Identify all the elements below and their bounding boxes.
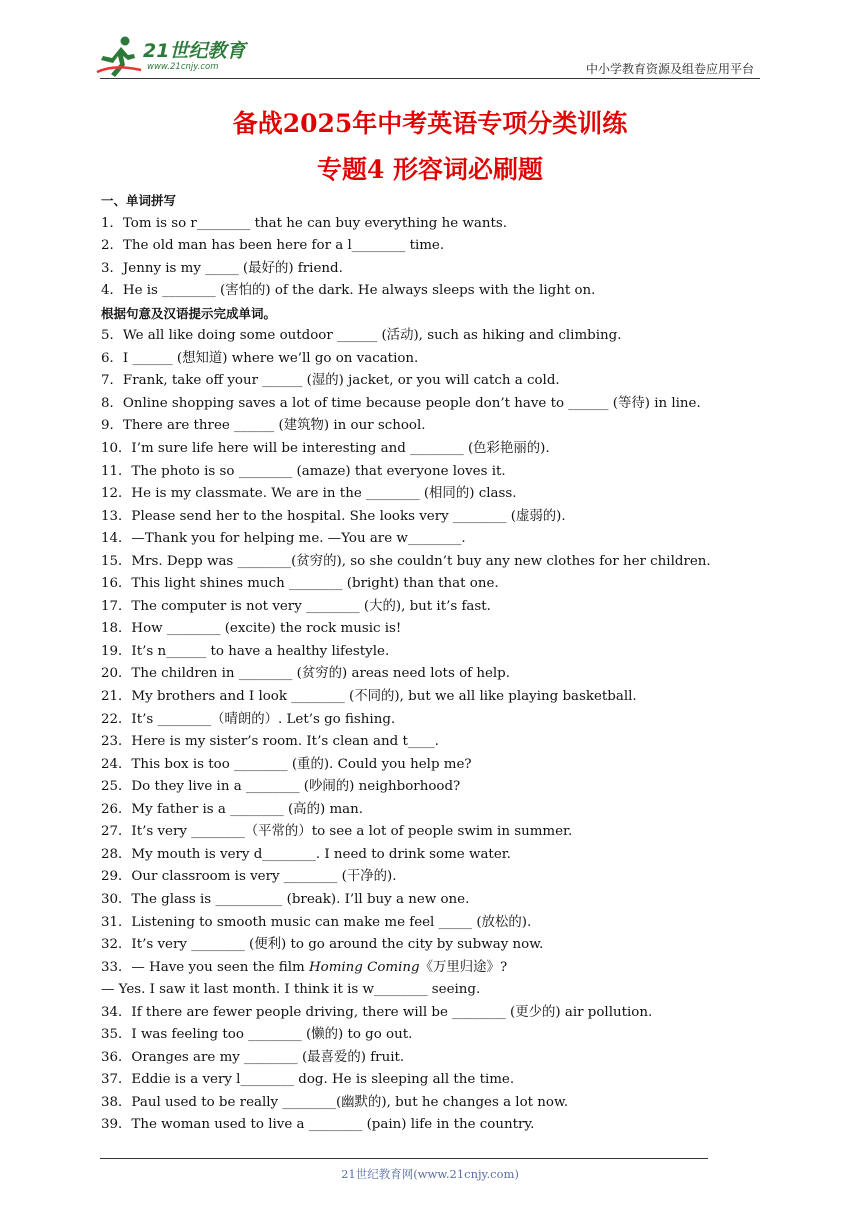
question-item: 35．I was feeling too ________ (懒的) to go out. — [101, 1027, 413, 1043]
question-item: 32．It’s very ________ (便利) to go around the city by subway now. — [101, 937, 544, 953]
question-item — [101, 957, 781, 980]
footer-text: 21世纪教育网(www.21cnjy.com) — [341, 1167, 519, 1181]
platform-name: 中小学教育资源及组卷应用平台 — [585, 62, 754, 76]
question-item: 22．It’s ________（晴朗的）. Let’s go fishing. — [101, 711, 396, 727]
question-item: 19．It’s n______ to have a healthy lifestyle. — [101, 643, 390, 659]
question-item: 20．The children in ________ (贫穷的) areas need lots of help. — [101, 666, 511, 682]
question-item: 30．The glass is __________ (break). I’ll buy a new one. — [101, 891, 470, 907]
question-item: 4．He is ________ (害怕的) of the dark. He always sleeps with the light on. — [101, 283, 596, 299]
question-item: 29．Our classroom is very ________ (干净的). — [101, 869, 397, 885]
question-list-a — [101, 213, 781, 303]
question-item: 21．My brothers and I look ________ (不同的), but we all like playing basketball. — [101, 689, 637, 705]
question-item: 5．We all like doing some outdoor ______ (活动), such as hiking and climbing. — [101, 328, 622, 344]
question-item: 12．He is my classmate. We are in the ________ (相同的) class. — [101, 486, 517, 502]
question-list-b — [101, 325, 781, 956]
question-item: 27．It’s very ________（平常的）to see a lot of people swim in summer. — [101, 824, 573, 840]
question-item: 2．The old man has been here for a l________ time. — [101, 238, 445, 254]
question-answer-line: — Yes. I saw it last month. I think it is w________ seeing. — [101, 982, 481, 998]
question-item: 7．Frank, take off your ______ (湿的) jacket, or you will catch a cold. — [101, 373, 560, 389]
question-item: 16．This light shines much ________ (bright) than that one. — [101, 576, 499, 592]
section-heading: 一、单词拼写 — [101, 193, 177, 208]
question-item: 26．My father is a ________ (高的) man. — [101, 801, 364, 817]
logo-text: 21世纪教育 — [143, 40, 246, 62]
question-item: 36．Oranges are my ________ (最喜爱的) fruit. — [101, 1049, 405, 1065]
question-item: 8．Online shopping saves a lot of time because people don’t have to ______ (等待) in line. — [101, 395, 701, 411]
question-list-c — [101, 1002, 781, 1137]
question-item: 25．Do they live in a ________ (吵闹的) neighborhood? — [101, 779, 461, 795]
question-item: 39．The woman used to live a ________ (pain) life in the country. — [101, 1117, 535, 1133]
document-subtitle: 专题4 形容词必刷题 — [316, 155, 544, 184]
question-item: 23．Here is my sister’s room. It’s clean and t____. — [101, 734, 439, 750]
question-item: 17．The computer is not very ________ (大的), but it’s fast. — [101, 598, 491, 614]
question-item: 11．The photo is so ________ (amaze) that everyone loves it. — [101, 463, 506, 479]
section-instruction: 根据句意及汉语提示完成单词。 — [101, 305, 277, 321]
logo — [95, 34, 265, 80]
question-item: 18．How ________ (excite) the rock music is! — [101, 621, 402, 637]
film-title: Homing Coming — [308, 959, 420, 975]
question-item: 1．Tom is so r________ that he can buy everything he wants. — [101, 215, 507, 231]
question-item: 24．This box is too ________ (重的). Could you help me? — [101, 756, 472, 772]
film-title-chinese: 《万里归途》? — [419, 959, 508, 975]
exercise-content — [101, 190, 781, 1137]
question-item: 34．If there are fewer people driving, there will be ________ (更少的) air pollution. — [101, 1004, 653, 1020]
logo-url: www.21cnjy.com — [147, 62, 219, 72]
question-item: 10．I’m sure life here will be interesting and ________ (色彩艳丽的). — [101, 441, 550, 457]
question-item: 28．My mouth is very d________. I need to drink some water. — [101, 846, 511, 862]
question-item: 14．—Thank you for helping me. —You are w________. — [101, 531, 466, 547]
header-divider — [100, 78, 760, 79]
runner-logo-icon — [95, 34, 143, 80]
question-item: 6．I ______ (想知道) where we’ll go on vacation. — [101, 350, 419, 366]
footer-divider — [100, 1158, 708, 1159]
question-text: 33．— Have you seen the film — [101, 959, 309, 975]
document-title: 备战2025年中考英语专项分类训练 — [232, 109, 628, 138]
question-item: 9．There are three ______ (建筑物) in our school. — [101, 418, 426, 434]
question-item: 13．Please send her to the hospital. She looks very ________ (虚弱的). — [101, 508, 566, 524]
question-item: 31．Listening to smooth music can make me feel _____ (放松的). — [101, 914, 532, 930]
question-item: 38．Paul used to be really ________(幽默的), but he changes a lot now. — [101, 1094, 569, 1110]
question-item: 3．Jenny is my _____ (最好的) friend. — [101, 260, 343, 276]
page-header — [0, 0, 860, 90]
question-item: 15．Mrs. Depp was ________(贫穷的), so she couldn’t buy any new clothes for her children. — [101, 553, 711, 569]
question-item: 37．Eddie is a very l________ dog. He is sleeping all the time. — [101, 1072, 515, 1088]
